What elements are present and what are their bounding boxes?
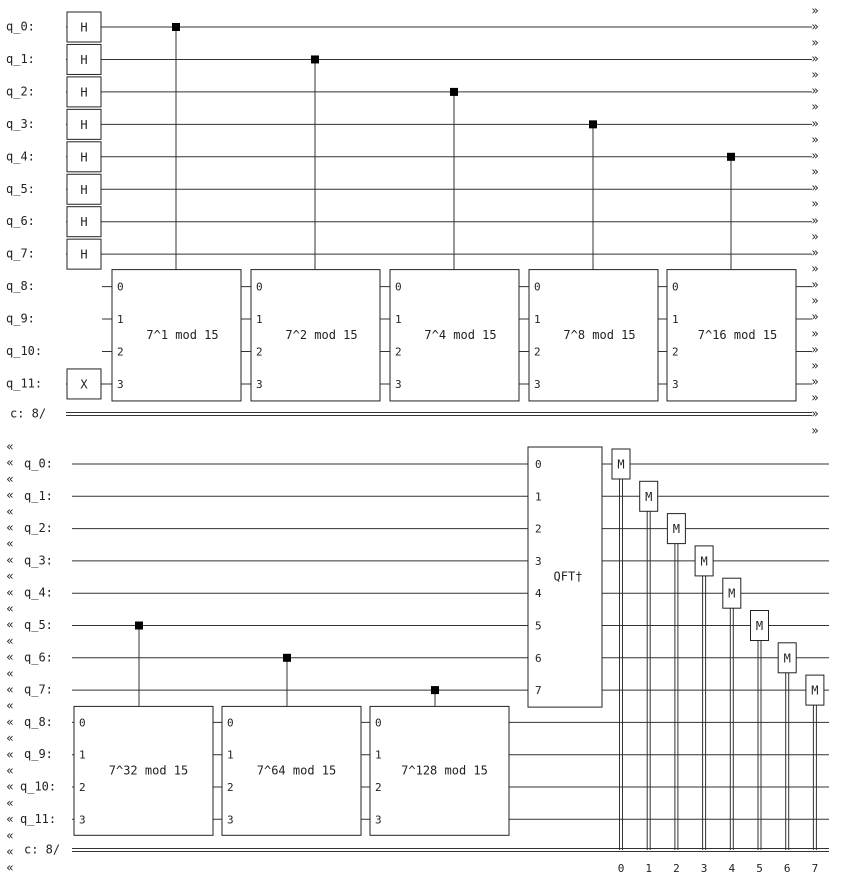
continuation-marker: « xyxy=(6,504,14,519)
gate-label: H xyxy=(80,150,88,165)
gate-port-label: 0 xyxy=(535,458,542,471)
continuation-marker: « xyxy=(6,714,14,729)
continuation-marker: » xyxy=(811,132,819,147)
continuation-marker: » xyxy=(811,3,819,18)
gate-port-label: 0 xyxy=(672,280,679,294)
gate-port-label: 1 xyxy=(256,313,263,327)
continuation-marker: « xyxy=(6,471,14,486)
continuation-marker: » xyxy=(811,245,819,260)
gate-label: H xyxy=(80,247,88,262)
control-dot xyxy=(135,622,143,630)
gate-label: 7^4 mod 15 xyxy=(424,327,497,342)
gate-port-label: 1 xyxy=(79,748,86,762)
gate-port-label: 1 xyxy=(375,748,382,762)
control-dot xyxy=(311,55,319,63)
gate-port-label: 3 xyxy=(117,377,124,391)
control-dot xyxy=(727,153,735,161)
qubit-label: q_9: xyxy=(24,747,53,762)
qubit-label: q_6: xyxy=(6,214,35,229)
gate-port-label: 3 xyxy=(79,813,86,827)
control-dot xyxy=(589,120,597,128)
continuation-marker: « xyxy=(6,666,14,681)
classical-register-label: c: 8/ xyxy=(24,842,61,857)
classical-bit-index: 7 xyxy=(811,862,819,875)
gate-port-label: 0 xyxy=(117,280,124,294)
gate-port-label: 6 xyxy=(535,651,542,665)
classical-bit-index: 0 xyxy=(617,862,625,875)
gate-port-label: 3 xyxy=(395,377,402,391)
gate-label: H xyxy=(80,85,88,100)
gate-port-label: 1 xyxy=(535,490,542,504)
classical-bit-index: 2 xyxy=(673,862,680,875)
classical-bit-index: 4 xyxy=(728,862,736,875)
continuation-marker: « xyxy=(6,552,14,567)
qubit-label: q_5: xyxy=(24,618,53,632)
qubit-label: q_9: xyxy=(6,311,35,326)
gate-port-label: 0 xyxy=(79,716,86,730)
qubit-label: q_7: xyxy=(6,246,35,261)
gate-label: H xyxy=(80,52,88,67)
qubit-label: q_5: xyxy=(6,181,35,196)
gate-label: 7^2 mod 15 xyxy=(285,327,358,342)
gate-port-label: 1 xyxy=(227,748,234,762)
gate-label: H xyxy=(80,215,88,230)
classical-bit-index: 1 xyxy=(645,862,653,875)
continuation-marker: « xyxy=(6,731,14,746)
continuation-marker: » xyxy=(811,35,819,50)
gate-port-label: 2 xyxy=(79,781,86,794)
continuation-marker: » xyxy=(811,309,819,324)
qubit-label: q_0: xyxy=(6,19,35,34)
gate-port-label: 2 xyxy=(535,522,542,536)
control-dot xyxy=(431,686,439,694)
continuation-marker: « xyxy=(6,439,14,454)
gate-port-label: 3 xyxy=(227,813,234,827)
continuation-marker: « xyxy=(6,488,14,503)
continuation-marker: » xyxy=(811,390,819,405)
classical-bit-index: 5 xyxy=(756,862,763,875)
continuation-marker: « xyxy=(6,828,14,843)
continuation-marker: » xyxy=(811,116,819,131)
continuation-marker: « xyxy=(6,795,14,810)
qubit-label: q_1: xyxy=(24,488,53,503)
gate-port-label: 0 xyxy=(395,280,402,294)
continuation-marker: « xyxy=(6,698,14,713)
qubit-label: q_10: xyxy=(6,344,43,358)
qubit-label: q_3: xyxy=(24,553,53,568)
gate-port-label: 2 xyxy=(117,345,124,359)
gate-port-label: 1 xyxy=(395,313,402,327)
continuation-marker: » xyxy=(811,374,819,389)
continuation-marker: « xyxy=(6,455,14,470)
gate-label: 7^64 mod 15 xyxy=(256,763,337,778)
control-dot xyxy=(283,654,291,662)
gate-label: 7^8 mod 15 xyxy=(563,327,636,342)
qubit-label: q_8: xyxy=(24,714,53,729)
gate-port-label: 2 xyxy=(672,345,679,359)
continuation-marker: « xyxy=(6,601,14,616)
gate-port-label: 1 xyxy=(534,313,541,327)
gate-port-label: 2 xyxy=(395,345,402,359)
qubit-label: q_2: xyxy=(24,521,53,536)
classical-bit-index: 3 xyxy=(700,862,708,875)
continuation-marker: « xyxy=(6,536,14,551)
continuation-marker: « xyxy=(6,779,14,794)
gate-port-label: 4 xyxy=(535,587,542,601)
continuation-marker: « xyxy=(6,763,14,778)
gate-label: QFT† xyxy=(553,569,583,584)
gate-label: X xyxy=(80,377,88,392)
gate-port-label: 2 xyxy=(375,781,382,794)
gate-port-label: 0 xyxy=(375,716,382,730)
qubit-label: q_2: xyxy=(6,84,35,99)
measurement-label: M xyxy=(755,619,764,633)
continuation-marker: » xyxy=(811,180,819,195)
measurement-label: M xyxy=(645,489,653,504)
gate-port-label: 0 xyxy=(534,280,541,294)
continuation-marker: « xyxy=(6,860,14,875)
qubit-label: q_3: xyxy=(6,116,35,131)
continuation-marker: » xyxy=(811,196,819,211)
qubit-label: q_7: xyxy=(24,682,53,697)
classical-bit-index: 6 xyxy=(783,862,791,875)
qubit-label: q_11: xyxy=(20,811,57,826)
continuation-marker: « xyxy=(6,569,14,584)
continuation-marker: « xyxy=(6,747,14,762)
gate-port-label: 1 xyxy=(672,313,679,327)
gate-label: H xyxy=(80,182,88,197)
measurement-label: M xyxy=(672,522,681,537)
continuation-marker: « xyxy=(6,650,14,665)
continuation-marker: » xyxy=(811,67,819,82)
continuation-marker: » xyxy=(811,293,819,308)
gate-port-label: 0 xyxy=(227,716,234,730)
continuation-marker: » xyxy=(811,99,819,114)
continuation-marker: » xyxy=(811,83,819,98)
gate-port-label: 2 xyxy=(227,781,234,794)
continuation-marker: » xyxy=(811,164,819,179)
gate-port-label: 5 xyxy=(535,619,542,633)
control-dot xyxy=(172,23,180,31)
gate-port-label: 2 xyxy=(256,345,263,359)
qubit-label: q_0: xyxy=(24,456,53,471)
continuation-marker: « xyxy=(6,633,14,648)
continuation-marker: « xyxy=(6,585,14,600)
qubit-label: q_11: xyxy=(6,376,43,391)
gate-port-label: 1 xyxy=(117,313,124,327)
qubit-label: q_4: xyxy=(24,585,53,600)
continuation-marker: » xyxy=(811,213,819,228)
continuation-marker: » xyxy=(811,406,819,421)
continuation-marker: « xyxy=(6,812,14,827)
continuation-marker: » xyxy=(811,423,819,438)
continuation-marker: « xyxy=(6,617,14,632)
continuation-marker: » xyxy=(811,261,819,276)
gate-label: H xyxy=(80,117,88,132)
gate-label: 7^1 mod 15 xyxy=(146,327,219,342)
qubit-label: q_10: xyxy=(20,779,57,794)
measurement-label: M xyxy=(617,457,625,472)
continuation-marker: » xyxy=(811,19,819,34)
continuation-marker: » xyxy=(811,51,819,66)
measurement-label: M xyxy=(700,554,708,569)
continuation-marker: » xyxy=(811,277,819,292)
continuation-marker: « xyxy=(6,844,14,859)
qubit-label: q_1: xyxy=(6,51,35,66)
gate-label: 7^128 mod 15 xyxy=(401,763,488,778)
qubit-label: q_6: xyxy=(24,650,53,665)
gate-label: 7^16 mod 15 xyxy=(697,327,778,342)
measurement-label: M xyxy=(728,586,736,601)
continuation-marker: » xyxy=(811,148,819,163)
gate-label: H xyxy=(80,20,88,35)
gate-port-label: 3 xyxy=(375,813,382,827)
control-dot xyxy=(450,88,458,96)
continuation-marker: » xyxy=(811,342,819,357)
continuation-marker: » xyxy=(811,358,819,373)
continuation-marker: « xyxy=(6,520,14,535)
qubit-label: q_4: xyxy=(6,149,35,164)
measurement-label: M xyxy=(811,683,819,698)
gate-port-label: 3 xyxy=(672,377,679,391)
gate-port-label: 3 xyxy=(256,377,263,391)
qubit-label: q_8: xyxy=(6,279,35,294)
continuation-marker: « xyxy=(6,682,14,697)
continuation-marker: » xyxy=(811,326,819,341)
gate-port-label: 0 xyxy=(256,280,263,294)
gate-port-label: 3 xyxy=(535,554,542,568)
gate-port-label: 3 xyxy=(534,377,541,391)
measurement-label: M xyxy=(783,651,791,666)
classical-register-label: c: 8/ xyxy=(10,406,47,421)
continuation-marker: » xyxy=(811,229,819,244)
gate-label: 7^32 mod 15 xyxy=(108,763,189,778)
gate-port-label: 7 xyxy=(535,684,542,698)
gate-port-label: 2 xyxy=(534,345,541,359)
